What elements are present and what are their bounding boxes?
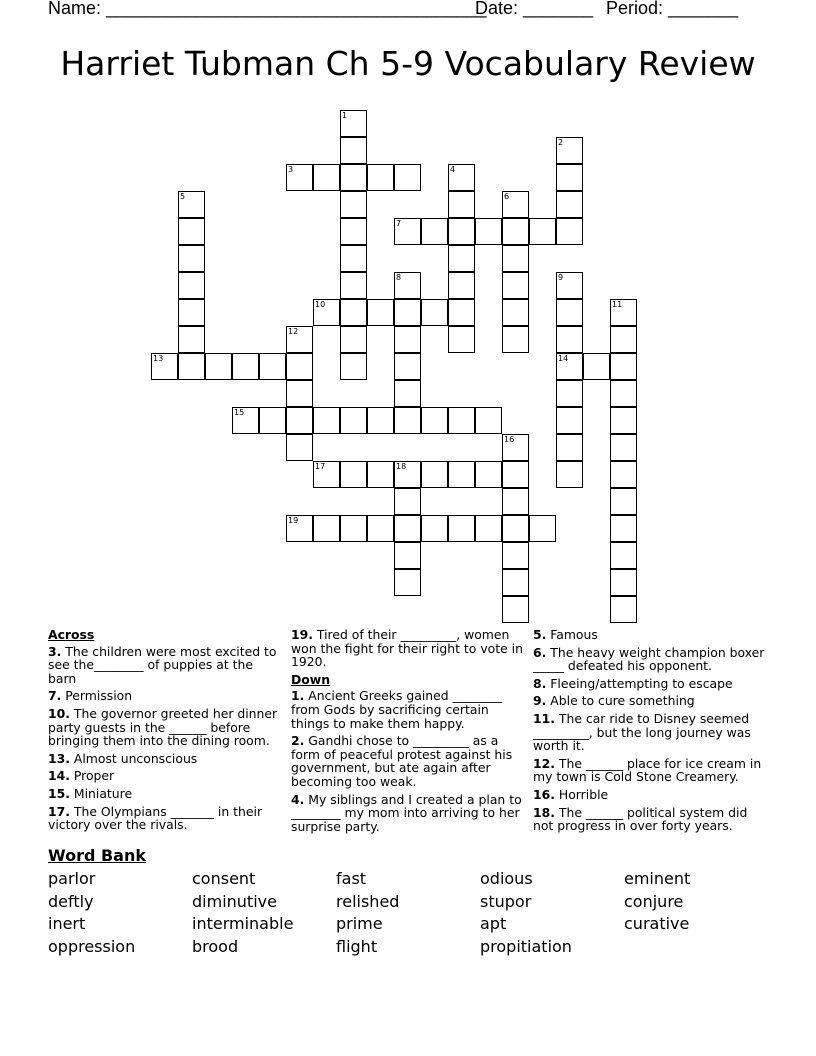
- grid-cell[interactable]: [448, 326, 475, 353]
- clue-number: 13: [153, 354, 164, 363]
- period-field-label: Period: _______: [606, 0, 739, 18]
- grid-cell[interactable]: [448, 272, 475, 299]
- grid-cell[interactable]: [394, 407, 421, 434]
- grid-cell[interactable]: [394, 353, 421, 380]
- grid-cell[interactable]: [556, 218, 583, 245]
- grid-cell[interactable]: [178, 353, 205, 380]
- grid-cell[interactable]: [583, 353, 610, 380]
- clue-text: The governor greeted her dinner party guests in the ______ before bringing them into the dining room.: [48, 705, 278, 749]
- clue-number-label: 12.: [533, 755, 555, 771]
- grid-cell[interactable]: [556, 407, 583, 434]
- grid-cell[interactable]: [421, 515, 448, 542]
- clue-item: [533, 646, 765, 673]
- grid-cell[interactable]: [610, 542, 637, 569]
- clue-text: Ancient Greeks gained ________ from Gods by sacrificing certain things to make them happy.: [291, 688, 503, 731]
- grid-cell[interactable]: [448, 164, 475, 191]
- clue-text: Gandhi chose to _________ as a form of peaceful protest against his government, but ate again after becoming too weak.: [291, 733, 513, 789]
- clue-number-label: 1.: [291, 688, 305, 704]
- word-bank-item: relished: [336, 891, 400, 911]
- clue-text: The children were most excited to see the________ of puppies at the barn: [48, 643, 277, 686]
- clue-number: 3: [288, 165, 294, 174]
- clue-number: 12: [288, 327, 299, 336]
- grid-cell[interactable]: [556, 326, 583, 353]
- clue-number: 10: [315, 300, 326, 309]
- grid-cell[interactable]: [340, 326, 367, 353]
- word-bank-item: apt: [480, 914, 507, 933]
- down-heading: Down: [291, 671, 331, 687]
- page-title: Harriet Tubman Ch 5-9 Vocabulary Review: [60, 44, 756, 83]
- clue-text: Permission: [61, 688, 133, 704]
- clue-item: [48, 689, 280, 703]
- grid-cell[interactable]: [448, 515, 475, 542]
- clue-item: [291, 734, 523, 788]
- grid-cell[interactable]: [502, 245, 529, 272]
- grid-cell[interactable]: [340, 191, 367, 218]
- grid-cell[interactable]: [394, 488, 421, 515]
- grid-cell[interactable]: [151, 353, 178, 380]
- word-bank-item: fast: [336, 869, 367, 888]
- clue-text: Fleeing/attempting to escape: [546, 675, 733, 691]
- grid-cell[interactable]: [610, 353, 637, 380]
- clue-text: My siblings and I created a plan to ________ my mom into arriving to her surprise party.: [291, 791, 522, 834]
- grid-cell[interactable]: [340, 353, 367, 380]
- clue-item: [533, 712, 765, 753]
- grid-cell[interactable]: [394, 299, 421, 326]
- word-bank-item: odious: [480, 869, 533, 888]
- word-bank-item: propitiation: [480, 936, 572, 956]
- grid-cell[interactable]: [502, 461, 529, 488]
- clue-number-label: 4.: [291, 791, 305, 807]
- name-field-label: Name: ______________________________________: [48, 0, 487, 18]
- clue-item: [291, 628, 523, 669]
- clue-text: Almost unconscious: [69, 750, 198, 766]
- grid-cell[interactable]: [232, 407, 259, 434]
- grid-cell[interactable]: [502, 299, 529, 326]
- word-bank-item: oppression: [48, 936, 136, 956]
- clue-number: 17: [315, 462, 326, 471]
- grid-cell[interactable]: [556, 191, 583, 218]
- word-bank-item: consent: [192, 869, 256, 888]
- grid-cell[interactable]: [610, 434, 637, 461]
- grid-cell[interactable]: [394, 272, 421, 299]
- word-bank-item: deftly: [48, 891, 94, 911]
- clue-item: [291, 689, 523, 730]
- grid-cell[interactable]: [286, 515, 313, 542]
- grid-cell[interactable]: [502, 542, 529, 569]
- clue-number: 4: [450, 165, 456, 174]
- grid-cell[interactable]: [340, 272, 367, 299]
- date-field-label: Date: _______: [475, 0, 594, 18]
- clue-item: [533, 788, 765, 802]
- grid-cell[interactable]: [502, 218, 529, 245]
- grid-cell[interactable]: [340, 407, 367, 434]
- grid-cell[interactable]: [529, 218, 556, 245]
- clue-item: [48, 787, 280, 801]
- grid-cell[interactable]: [556, 461, 583, 488]
- clue-number-label: 3.: [48, 643, 62, 659]
- word-bank: [48, 868, 768, 958]
- grid-cell[interactable]: [286, 380, 313, 407]
- grid-cell[interactable]: [610, 488, 637, 515]
- clue-number: 19: [288, 516, 299, 525]
- grid-cell[interactable]: [367, 461, 394, 488]
- clue-number-label: 16.: [533, 786, 555, 802]
- clue-number: 18: [396, 462, 407, 471]
- grid-cell[interactable]: [232, 353, 259, 380]
- clue-number: 9: [558, 273, 564, 282]
- grid-cell[interactable]: [421, 407, 448, 434]
- clue-number-label: 11.: [533, 710, 555, 726]
- grid-cell[interactable]: [475, 515, 502, 542]
- clue-number-label: 17.: [48, 803, 70, 819]
- clue-text: The heavy weight champion boxer _____ defeated his opponent.: [533, 644, 765, 674]
- grid-cell[interactable]: [259, 353, 286, 380]
- clue-number-label: 5.: [533, 627, 547, 642]
- clue-text: Tired of their _________, women won the fight for their right to vote in 1920.: [291, 627, 523, 670]
- word-bank-item: conjure: [624, 891, 684, 911]
- clue-number-label: 6.: [533, 644, 547, 660]
- clue-item: [48, 769, 280, 783]
- grid-cell[interactable]: [502, 488, 529, 515]
- grid-cell[interactable]: [556, 299, 583, 326]
- grid-cell[interactable]: [448, 407, 475, 434]
- across-heading: Across: [48, 627, 95, 642]
- grid-cell[interactable]: [610, 380, 637, 407]
- grid-cell[interactable]: [421, 218, 448, 245]
- clue-number: 7: [396, 219, 402, 228]
- clue-text: Able to cure something: [546, 693, 695, 709]
- grid-cell[interactable]: [394, 515, 421, 542]
- grid-cell[interactable]: [205, 353, 232, 380]
- clue-item: [291, 793, 523, 834]
- grid-cell[interactable]: [178, 191, 205, 218]
- grid-cell[interactable]: [178, 326, 205, 353]
- grid-cell[interactable]: [286, 326, 313, 353]
- grid-cell[interactable]: [610, 461, 637, 488]
- grid-cell[interactable]: [394, 542, 421, 569]
- clue-number: 1: [342, 111, 348, 120]
- word-bank-item: brood: [192, 936, 239, 956]
- clue-item: [533, 677, 765, 691]
- clue-number: 6: [504, 192, 510, 201]
- grid-cell[interactable]: [340, 110, 367, 137]
- clue-item: [533, 628, 765, 642]
- grid-cell[interactable]: [556, 353, 583, 380]
- clue-number-label: 8.: [533, 675, 547, 691]
- clue-number: 11: [612, 300, 623, 309]
- clue-text: The ______ political system did not progress in over forty years.: [533, 804, 748, 834]
- clues-column-3: [533, 628, 765, 837]
- grid-cell[interactable]: [556, 434, 583, 461]
- grid-cell[interactable]: [529, 515, 556, 542]
- grid-cell[interactable]: [556, 380, 583, 407]
- clue-item: [48, 805, 280, 832]
- grid-cell[interactable]: [502, 596, 529, 623]
- grid-cell[interactable]: [502, 191, 529, 218]
- grid-cell[interactable]: [556, 164, 583, 191]
- grid-cell[interactable]: [394, 380, 421, 407]
- clue-number-label: 15.: [48, 785, 70, 801]
- grid-cell[interactable]: [340, 218, 367, 245]
- clue-item: [533, 806, 765, 833]
- grid-cell[interactable]: [178, 218, 205, 245]
- grid-cell[interactable]: [394, 461, 421, 488]
- grid-cell[interactable]: [610, 596, 637, 623]
- grid-cell[interactable]: [475, 407, 502, 434]
- grid-cell[interactable]: [610, 326, 637, 353]
- grid-cell[interactable]: [421, 299, 448, 326]
- clue-number: 8: [396, 273, 402, 282]
- grid-cell[interactable]: [502, 569, 529, 596]
- clue-number-label: 14.: [48, 768, 70, 784]
- grid-cell[interactable]: [367, 407, 394, 434]
- grid-cell[interactable]: [340, 245, 367, 272]
- clue-number: 16: [504, 435, 515, 444]
- grid-cell[interactable]: [610, 299, 637, 326]
- clue-number-label: 18.: [533, 804, 555, 820]
- clue-text: Proper: [69, 768, 115, 784]
- grid-cell[interactable]: [556, 272, 583, 299]
- clue-number-label: 2.: [291, 733, 305, 749]
- grid-cell[interactable]: [421, 461, 448, 488]
- grid-cell[interactable]: [448, 218, 475, 245]
- clue-number: 2: [558, 138, 564, 147]
- word-bank-item: prime: [336, 914, 383, 933]
- clue-text: The Olympians _______ in their victory over the rivals.: [48, 803, 263, 833]
- grid-cell[interactable]: [340, 461, 367, 488]
- word-bank-item: eminent: [624, 869, 691, 888]
- clue-number-label: 13.: [48, 750, 70, 766]
- word-bank-item: inert: [48, 914, 86, 933]
- grid-cell[interactable]: [475, 461, 502, 488]
- clue-number-label: 19.: [291, 627, 313, 642]
- clue-text: The car ride to Disney seemed _________, but the long journey was worth it.: [533, 710, 751, 754]
- grid-cell[interactable]: [286, 434, 313, 461]
- clue-number-label: 9.: [533, 693, 547, 709]
- grid-cell[interactable]: [394, 164, 421, 191]
- grid-cell[interactable]: [367, 515, 394, 542]
- word-bank-item: flight: [336, 936, 378, 956]
- grid-cell[interactable]: [286, 407, 313, 434]
- clue-text: Famous: [546, 627, 598, 642]
- grid-cell[interactable]: [340, 137, 367, 164]
- clue-number-label: 7.: [48, 688, 62, 704]
- word-bank-title: Word Bank: [48, 846, 147, 865]
- word-bank-item: diminutive: [192, 891, 277, 911]
- grid-cell[interactable]: [394, 218, 421, 245]
- clue-item: [48, 752, 280, 766]
- clue-text: Miniature: [69, 785, 133, 801]
- clue-text: Horrible: [554, 786, 609, 802]
- grid-cell[interactable]: [178, 272, 205, 299]
- clue-item: [533, 694, 765, 708]
- grid-cell[interactable]: [448, 191, 475, 218]
- grid-cell[interactable]: [313, 461, 340, 488]
- grid-cell[interactable]: [313, 299, 340, 326]
- clues-column-1: [48, 628, 280, 836]
- clue-item: [48, 645, 280, 686]
- grid-cell[interactable]: [502, 272, 529, 299]
- clue-item: [533, 757, 765, 784]
- grid-cell[interactable]: [340, 515, 367, 542]
- grid-cell[interactable]: [367, 299, 394, 326]
- clue-number: 5: [180, 192, 186, 201]
- grid-cell[interactable]: [502, 326, 529, 353]
- word-bank-item: curative: [624, 914, 690, 933]
- word-bank-item: stupor: [480, 891, 532, 911]
- clue-number-label: 10.: [48, 705, 70, 721]
- clue-number: 14: [558, 354, 569, 363]
- clue-item: [48, 707, 280, 748]
- grid-cell[interactable]: [448, 245, 475, 272]
- grid-cell[interactable]: [340, 299, 367, 326]
- word-bank-item: interminable: [192, 914, 294, 933]
- clue-text: The ______ place for ice cream in my town is Cold Stone Creamery.: [533, 755, 762, 785]
- grid-cell[interactable]: [259, 407, 286, 434]
- grid-cell[interactable]: [313, 515, 340, 542]
- grid-cell[interactable]: [610, 569, 637, 596]
- word-bank-item: parlor: [48, 869, 96, 888]
- grid-cell[interactable]: [340, 164, 367, 191]
- grid-cell[interactable]: [394, 326, 421, 353]
- grid-cell[interactable]: [502, 434, 529, 461]
- grid-cell[interactable]: [448, 299, 475, 326]
- grid-cell[interactable]: [313, 164, 340, 191]
- grid-cell[interactable]: [556, 137, 583, 164]
- clues-column-2: [291, 628, 523, 837]
- grid-cell[interactable]: [394, 569, 421, 596]
- grid-cell[interactable]: [610, 515, 637, 542]
- grid-cell[interactable]: [313, 407, 340, 434]
- grid-cell[interactable]: [286, 353, 313, 380]
- clue-number: 15: [234, 408, 245, 417]
- grid-cell[interactable]: [286, 164, 313, 191]
- grid-cell[interactable]: [178, 245, 205, 272]
- grid-cell[interactable]: [178, 299, 205, 326]
- grid-cell[interactable]: [610, 407, 637, 434]
- grid-cell[interactable]: [475, 218, 502, 245]
- grid-cell[interactable]: [502, 515, 529, 542]
- grid-cell[interactable]: [448, 461, 475, 488]
- grid-cell[interactable]: [367, 164, 394, 191]
